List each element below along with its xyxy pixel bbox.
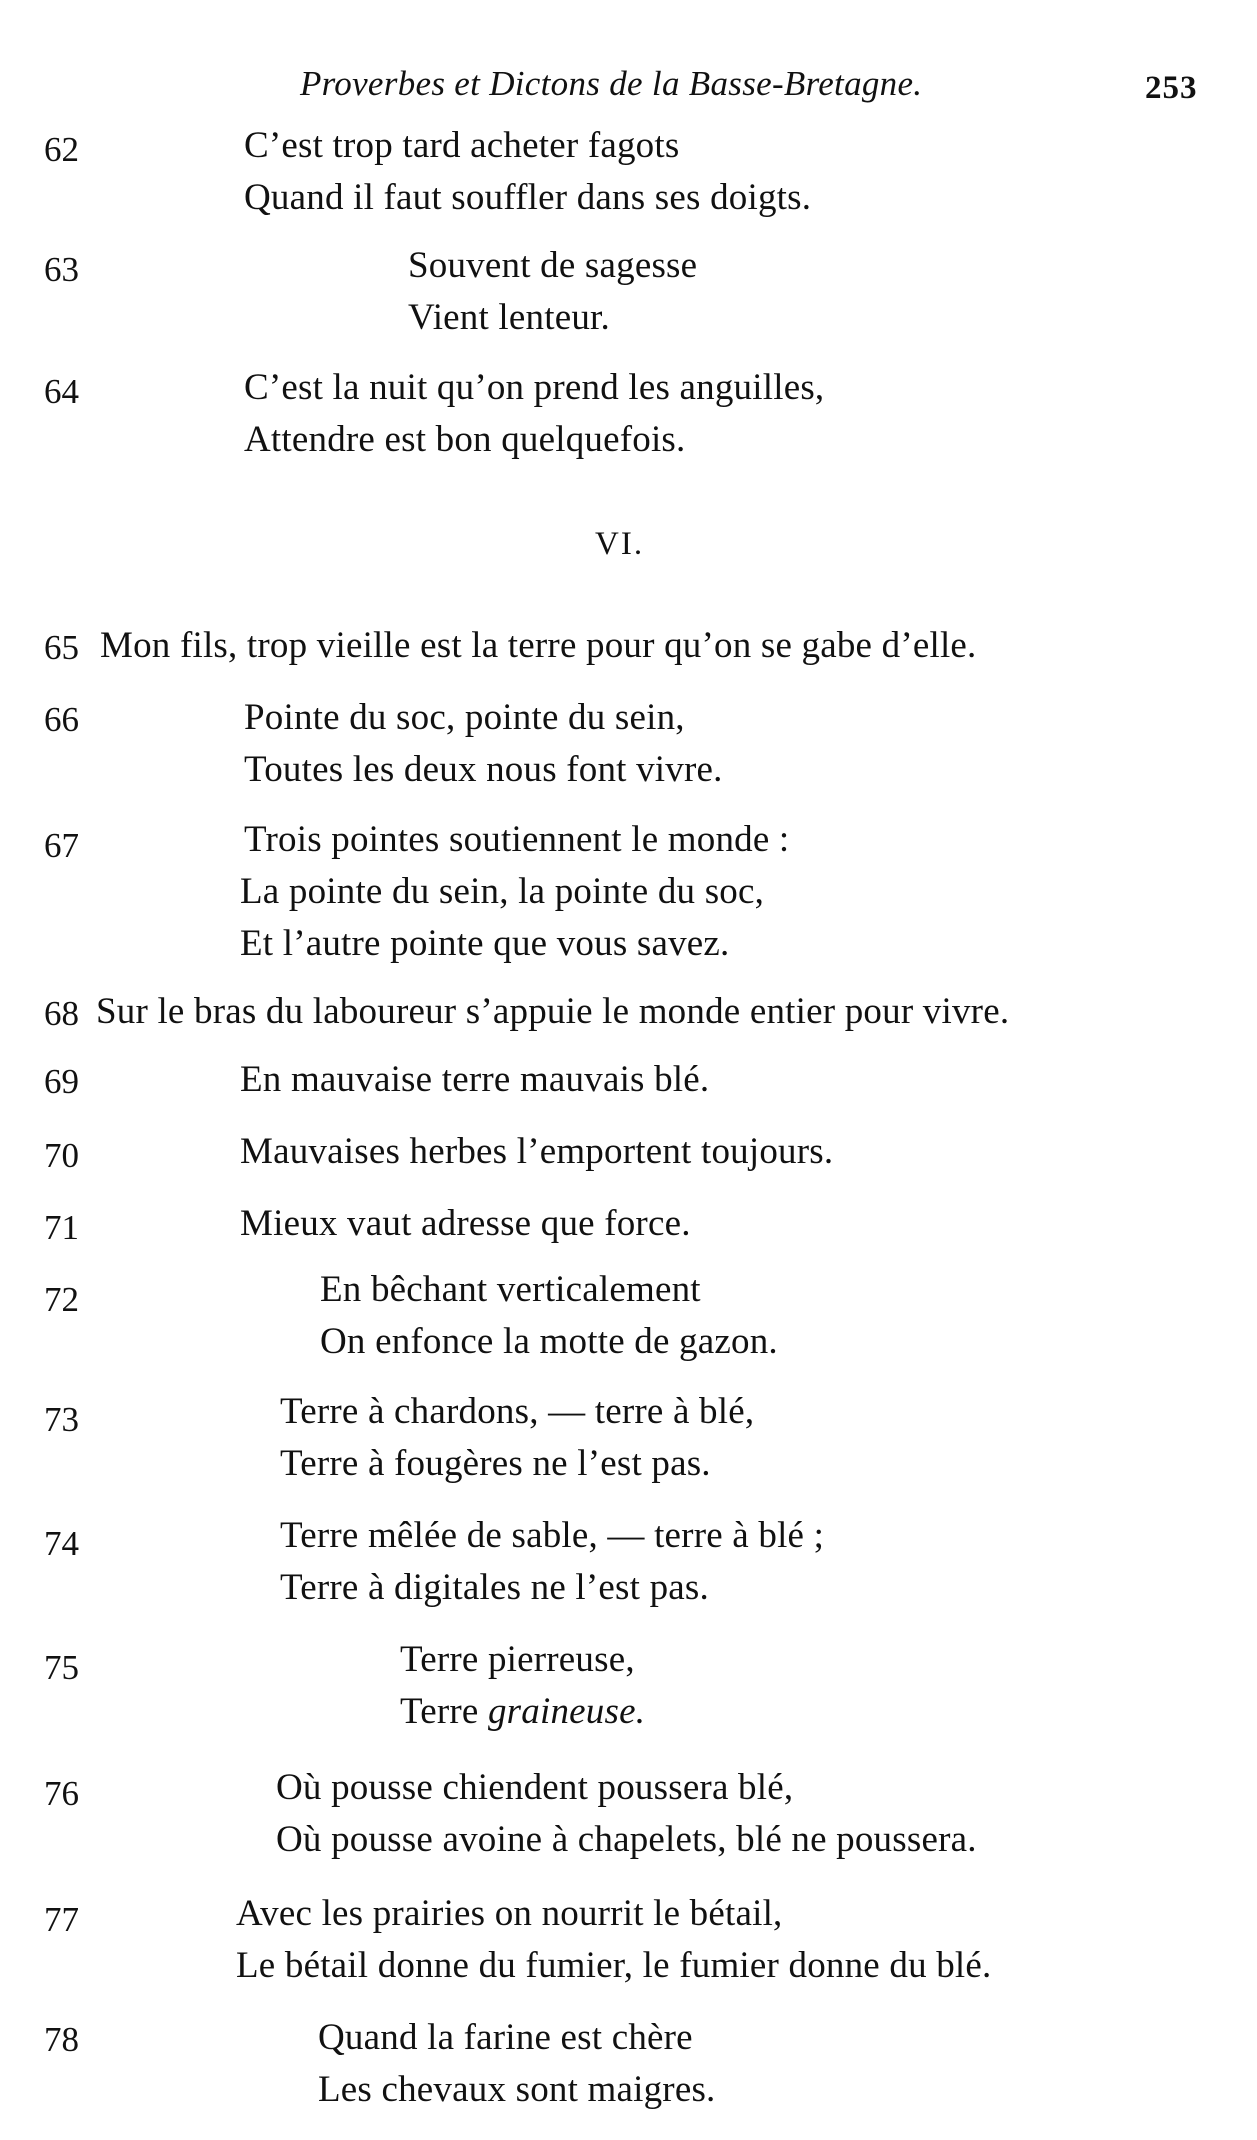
proverb-number: 74 xyxy=(44,1524,79,1563)
proverb-line: Le bétail donne du fumier, le fumier donne du blé. xyxy=(236,1945,992,1986)
proverb-line: Vient lenteur. xyxy=(408,297,610,338)
proverb-line: Terre pierreuse, xyxy=(400,1639,635,1680)
proverb-line: Quand la farine est chère xyxy=(318,2017,693,2058)
proverb-line: Où pousse avoine à chapelets, blé ne poussera. xyxy=(276,1819,977,1860)
proverb-number: 68 xyxy=(44,994,79,1033)
proverb-line: Trois pointes soutiennent le monde : xyxy=(244,819,790,860)
proverb-number: 70 xyxy=(44,1136,79,1175)
proverb-line: Attendre est bon quelquefois. xyxy=(244,419,686,460)
proverb-line xyxy=(400,1690,645,1733)
proverb-number: 62 xyxy=(44,130,79,169)
proverb-line: Mieux vaut adresse que force. xyxy=(240,1203,691,1244)
proverb-line: Où pousse chiendent poussera blé, xyxy=(276,1767,794,1808)
proverb-line: C’est la nuit qu’on prend les anguilles, xyxy=(244,367,825,408)
proverb-line: Pointe du soc, pointe du sein, xyxy=(244,697,685,738)
proverb-line: Avec les prairies on nourrit le bétail, xyxy=(236,1893,783,1934)
proverb-line: Quand il faut souffler dans ses doigts. xyxy=(244,177,812,218)
proverb-number: 66 xyxy=(44,700,79,739)
proverb-line: Terre à digitales ne l’est pas. xyxy=(280,1567,709,1608)
proverb-number: 72 xyxy=(44,1280,79,1319)
proverb-number: 77 xyxy=(44,1900,79,1939)
proverb-line: En mauvaise terre mauvais blé. xyxy=(240,1059,710,1100)
proverb-line: Terre à chardons, — terre à blé, xyxy=(280,1391,755,1432)
proverb-line: On enfonce la motte de gazon. xyxy=(320,1321,778,1362)
proverb-line: C’est trop tard acheter fagots xyxy=(244,125,680,166)
section-heading: VI. xyxy=(595,526,645,562)
proverb-number: 76 xyxy=(44,1774,79,1813)
proverb-number: 75 xyxy=(44,1648,79,1687)
proverb-line: La pointe du sein, la pointe du soc, xyxy=(240,871,765,912)
proverb-number: 65 xyxy=(44,628,79,667)
proverb-number: 73 xyxy=(44,1400,79,1439)
proverb-number: 78 xyxy=(44,2020,79,2059)
proverb-line: Sur le bras du laboureur s’appuie le monde entier pour vivre. xyxy=(96,991,1010,1032)
proverb-line: Terre mêlée de sable, — terre à blé ; xyxy=(280,1515,825,1556)
proverb-line: Mauvaises herbes l’emportent toujours. xyxy=(240,1131,834,1172)
proverb-line: Les chevaux sont maigres. xyxy=(318,2069,716,2110)
proverb-line: Et l’autre pointe que vous savez. xyxy=(240,923,730,964)
proverb-number: 69 xyxy=(44,1062,79,1101)
proverb-number: 63 xyxy=(44,250,79,289)
proverb-line: En bêchant verticalement xyxy=(320,1269,701,1310)
proverb-number: 64 xyxy=(44,372,79,411)
proverb-line: Terre à fougères ne l’est pas. xyxy=(280,1443,711,1484)
proverb-line: Mon fils, trop vieille est la terre pour qu’on se gabe d’elle. xyxy=(100,625,977,666)
proverb-line: Souvent de sagesse xyxy=(408,245,698,286)
page-number: 253 xyxy=(1145,70,1198,106)
running-title: Proverbes et Dictons de la Basse-Bretagne. xyxy=(300,64,923,103)
proverb-number: 67 xyxy=(44,826,79,865)
proverb-italic-word: graineuse. xyxy=(487,1691,646,1732)
proverb-number: 71 xyxy=(44,1208,79,1247)
proverb-line: Toutes les deux nous font vivre. xyxy=(244,749,723,790)
proverb-line-text: Terre xyxy=(400,1691,479,1732)
